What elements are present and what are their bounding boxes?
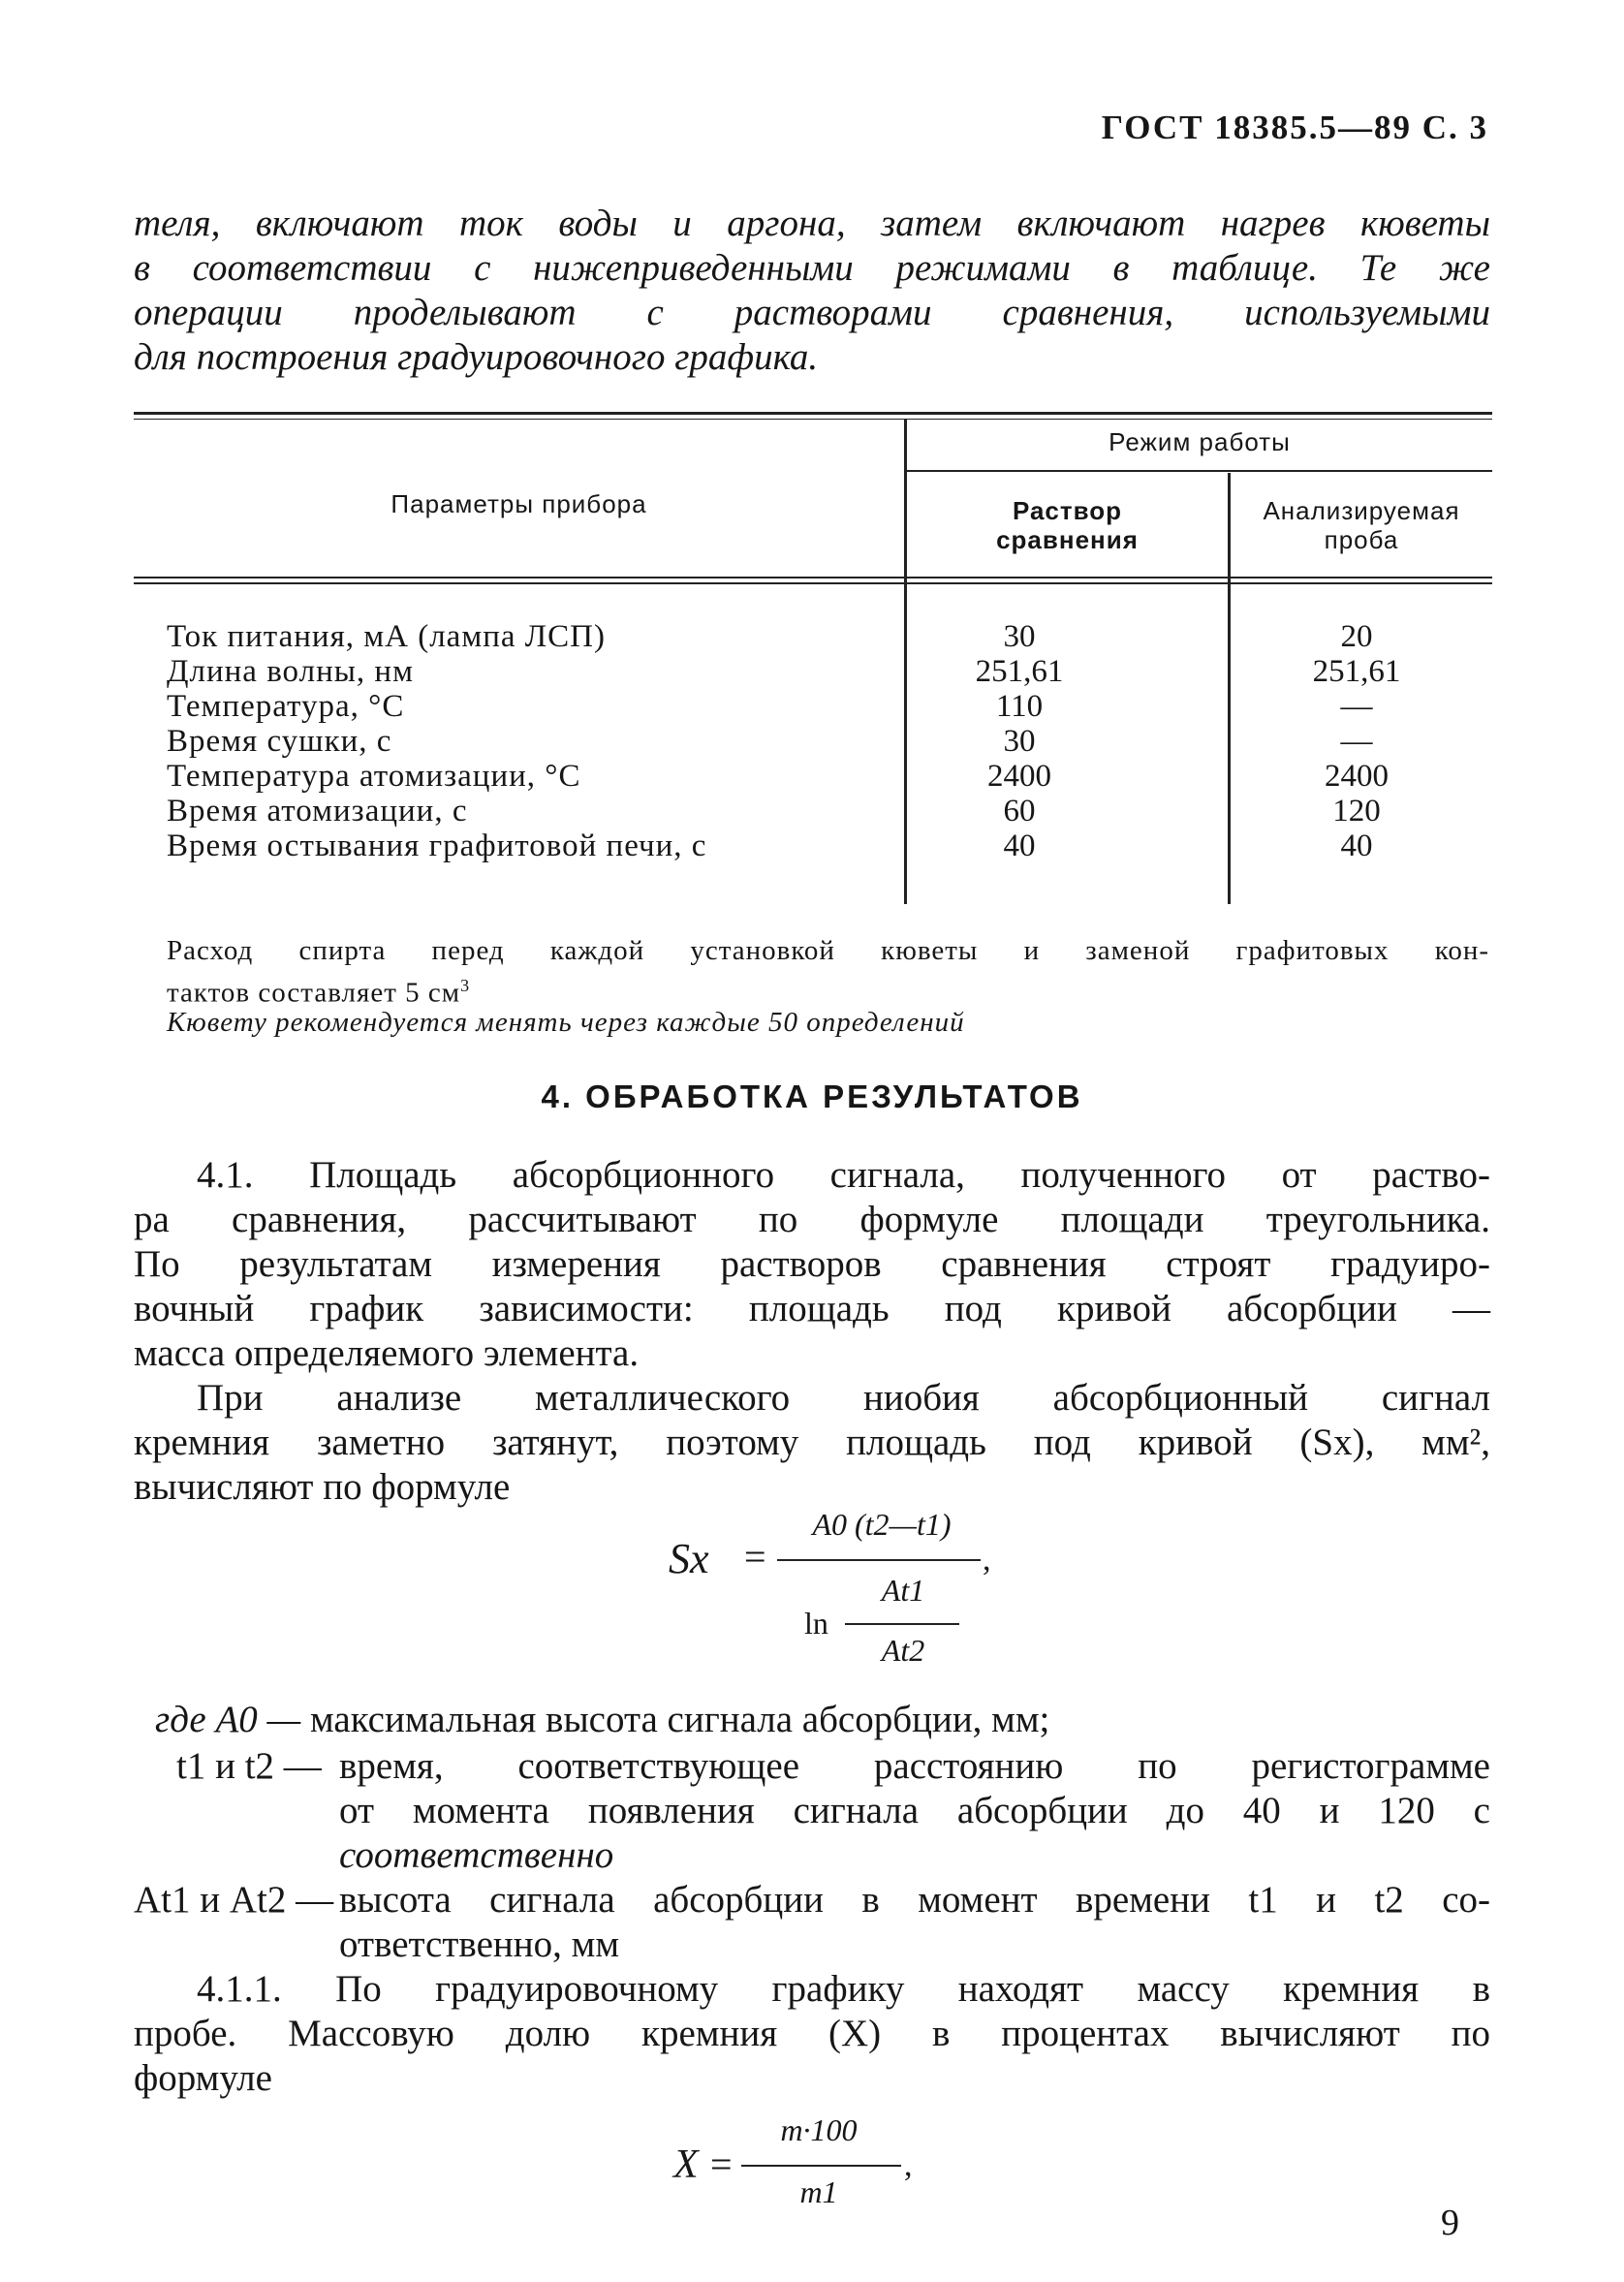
- table-cell-sample: 40: [1340, 828, 1373, 863]
- table-cell-ref: 30: [1003, 619, 1036, 654]
- table-note-line: тактов составляет 5 $см^3$: [167, 976, 471, 1009]
- paragraph-line: ра сравнения, рассчитывают по формуле площади треугольника.: [134, 1199, 1490, 1240]
- section-title: 4. ОБРАБОТКА РЕЗУЛЬТАТОВ: [541, 1078, 1083, 1114]
- formula-equals: =: [710, 2142, 733, 2186]
- formula-comma: ,: [904, 2147, 913, 2183]
- table-note-line: Кювету рекомендуется менять через каждые 50 определений: [167, 1007, 965, 1038]
- formula-ln-bar: [845, 1623, 959, 1625]
- formula-denominator: m1: [799, 2174, 838, 2209]
- definition-line: высота сигнала абсорбции в момент времени t1 и t2 со-: [339, 1879, 1490, 1921]
- paragraph-line: пробе. Массовую долю кремния (X) в процентах вычисляют по: [134, 2013, 1490, 2054]
- page-number: 9: [1441, 2203, 1459, 2243]
- definition-at: [339, 1878, 1490, 1967]
- page-header: ГОСТ 18385.5—89 С. 3: [1101, 109, 1488, 146]
- table-cell-ref: 60: [1003, 794, 1036, 828]
- table-header-rule-2: [134, 582, 1492, 584]
- intro-line: в соответствии с нижеприведенными режимами в таблице. Те же: [134, 247, 1490, 289]
- paragraph-line: формуле: [134, 2057, 272, 2099]
- paragraph-line: 4.1. Площадь абсорбционного сигнала, полученного от раство-: [197, 1154, 1490, 1196]
- definition-a0: [155, 1698, 1049, 1742]
- formula-ln-bottom: At2: [881, 1633, 925, 1668]
- table-header-sample: Анализируемая проба: [1263, 496, 1460, 554]
- table-cell-sample: —: [1340, 689, 1373, 724]
- definition-symbol: t1 и t2 —: [176, 1745, 322, 1787]
- formula-lhs: Sx: [669, 1535, 709, 1582]
- table-header-rule: [134, 577, 1492, 578]
- formula-fraction-bar: [777, 1559, 981, 1561]
- table-mode-rule: [907, 470, 1492, 472]
- table-cell-sample: —: [1340, 724, 1373, 759]
- paragraph-4-1-1: [134, 1967, 1490, 2101]
- definition-symbol: At1 и At2 —: [134, 1879, 334, 1921]
- paragraph-line: кремния заметно затянут, поэтому площадь под кривой (Sx), мм²,: [134, 1422, 1490, 1463]
- table-row-param: Время остывания графитовой печи, с: [167, 828, 707, 863]
- formula-numerator: A0 (t2—t1): [812, 1507, 952, 1542]
- table-note-line: Расход спирта перед каждой установкой кюветы и заменой графитовых кон-: [167, 935, 1489, 966]
- table-row-param: Время сушки, с: [167, 724, 392, 759]
- intro-line: для построения градуировочного графика.: [134, 336, 819, 378]
- intro-paragraph: [134, 202, 1490, 380]
- table-cell-ref: 30: [1003, 724, 1036, 759]
- paragraph-line: масса определяемого элемента.: [134, 1332, 640, 1374]
- definition-line: от момента появления сигнала абсорбции до 40 и 120 с: [339, 1790, 1490, 1831]
- paragraph-line: вычисляют по формуле: [134, 1466, 511, 1508]
- table-divider-params: [904, 420, 907, 904]
- table-row-param: Температура, °С: [167, 689, 405, 724]
- table-cell-sample: 120: [1332, 794, 1381, 828]
- table-row-param: Температура атомизации, °С: [167, 759, 581, 794]
- formula-fraction-bar: [741, 2165, 901, 2167]
- table-row-param: Ток питания, мА (лампа ЛСП): [167, 619, 606, 654]
- formula-numerator: m·100: [780, 2112, 858, 2147]
- table-top-rule-thin: [134, 419, 1492, 420]
- paragraph-line: вочный график зависимости: площадь под кривой абсорбции —: [134, 1288, 1490, 1329]
- table-row-param: Время атомизации, с: [167, 794, 468, 828]
- formula-comma: ,: [983, 1542, 991, 1578]
- definition-line: время, соответствующее расстоянию по регистограмме: [339, 1745, 1490, 1787]
- table-header-mode: Режим работы: [1109, 427, 1291, 456]
- paragraph-line: 4.1.1. По градуировочному графику находят массу кремния в: [197, 1968, 1490, 2010]
- paragraph-line: По результатам измерения растворов сравнения строят градуиро-: [134, 1243, 1490, 1285]
- table-top-rule: [134, 412, 1492, 415]
- formula-ln-top: At1: [881, 1573, 925, 1608]
- table-cell-ref: 2400: [987, 759, 1051, 794]
- definition-text: максимальная высота сигнала абсорбции, мм;: [309, 1699, 1050, 1740]
- table-header-params: Параметры прибора: [390, 489, 647, 518]
- table-cell-ref: 40: [1003, 828, 1036, 863]
- definition-symbol: где A0 —: [155, 1699, 301, 1740]
- formula-equals: =: [744, 1535, 766, 1579]
- table-cell-ref: 110: [995, 689, 1044, 724]
- definition-line: ответственно, мм: [339, 1923, 619, 1965]
- formula-lhs: X: [673, 2142, 699, 2187]
- intro-line: операции проделывают с растворами сравнения, используемыми: [134, 292, 1490, 333]
- definition-t: [339, 1744, 1490, 1878]
- intro-line: теля, включают ток воды и аргона, затем включают нагрев кюветы: [134, 203, 1490, 244]
- table-cell-sample: 251,61: [1312, 654, 1401, 689]
- table-cell-sample: 2400: [1325, 759, 1389, 794]
- paragraph-line: При анализе металлического ниобия абсорбционный сигнал: [197, 1377, 1490, 1419]
- definition-line: соответственно: [339, 1834, 614, 1876]
- formula-x: [673, 2112, 964, 2219]
- formula-ln: ln: [804, 1606, 828, 1641]
- paragraph-4-1: [134, 1153, 1490, 1376]
- table-cell-sample: 20: [1340, 619, 1373, 654]
- paragraph-niobium: [134, 1376, 1490, 1510]
- table-row-param: Длина волны, нм: [167, 654, 414, 689]
- table-cell-ref: 251,61: [975, 654, 1064, 689]
- formula-sx: [669, 1507, 1017, 1701]
- table-header-ref: Раствор сравнения: [996, 496, 1139, 554]
